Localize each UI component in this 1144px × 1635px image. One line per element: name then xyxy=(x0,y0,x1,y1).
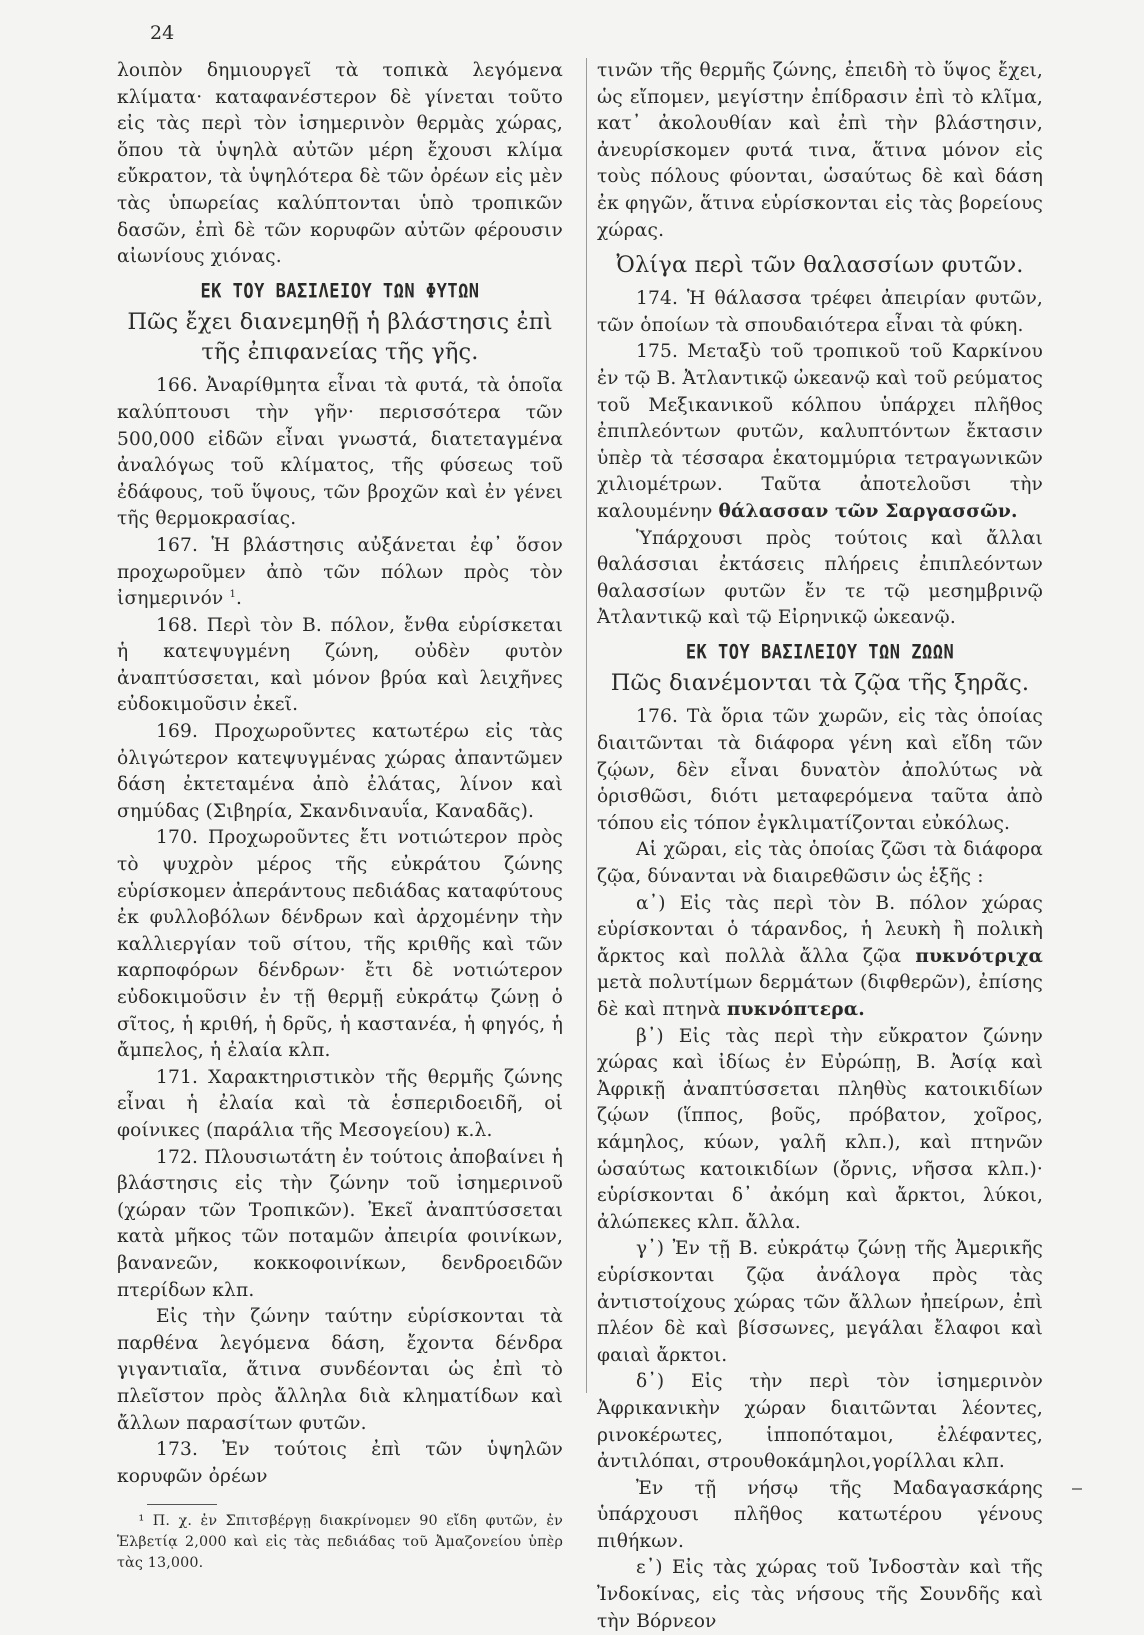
bold-term-thick-haired: πυκνότριχα xyxy=(915,945,1043,967)
paragraph-172: 172. Πλουσιωτάτη ἐν τούτοις ἀποβαίνει ἡ βλάστησις εἰς τὴν ζώνην τοῦ ἰσημερινοῦ (χώραν τῶν Τροπικῶν). Ἐκεῖ ἀναπτύσσεται κατὰ μῆκος τῶν ποταμῶν ἀπειρία φοινίκων, βανανεῶν, κοκκοφοινίκων, δενδροειδῶν πτερίδων κλπ. xyxy=(117,1146,563,1301)
right-column xyxy=(597,58,1043,1635)
section-heading-animals: ΕΚ ΤΟΥ ΒΑΣΙΛΕΙΟΥ ΤΩΝ ΖΩΩΝ xyxy=(685,641,955,665)
paragraph-alpha xyxy=(597,891,1043,1024)
paragraph-167: 167. Ἡ βλάστησις αὐξάνεται ἐφ᾿ ὅσον προχωροῦμεν ἀπὸ τῶν πόλων πρὸς τὸν ἰσημερινόν $^1$. xyxy=(117,534,563,610)
footnote: ¹ Π. χ. ἐν Σπιτσβέργῃ διακρίνομεν 90 εἴδη φυτῶν, ἐν Ἑλβετίᾳ 2,000 καὶ εἰς τὰς πεδιάδας τοῦ Ἀμαζονείου ὑπὲρ τὰς 13,000. xyxy=(117,1513,563,1572)
paragraph-167-text: 167. Ἡ βλάστησις αὐξάνεται ἐφ᾿ ὅσον προχωροῦμεν ἀπὸ τῶν πόλων πρὸς τὸν ἰσημερινόν xyxy=(117,534,563,610)
alpha-text-2: μετὰ πολυτίμων δερμάτων (διφθερῶν), ἐπίσης δὲ καὶ πτηνὰ xyxy=(597,972,1043,1020)
paragraph-175-text: 175. Μεταξὺ τοῦ τροπικοῦ τοῦ Καρκίνου ἐν τῷ Β. Ἀτλαντικῷ ὠκεανῷ καὶ τοῦ ρεύματος τοῦ Μεξικανικοῦ κόλπου ὑπάρχει πλῆθος ἐπιπλεόντων φυτῶν, καλυπτόντων ἔκτασιν ὑπὲρ τὰ τέσσαρα ἑκατομμύρια τετραγωνικῶν χιλιομέτρων. Ταῦτα ἀποτελοῦσι τὴν καλουμένην xyxy=(597,341,1043,522)
intro-paragraph: λοιπὸν δημιουργεῖ τὰ τοπικὰ λεγόμενα κλίματα· καταφανέστερον δὲ γίνεται τοῦτο εἰς τὰς περὶ τὸν ἰσημερινὸν θερμὰς χώρας, ὅπου τὰ ὑψηλὰ αὐτῶν μέρη ἔχουσι κλίμα εὔκρατον, τὰ ὑψηλότερα δὲ τῶν ὀρέων εἰς μὲν τὰς ὑπωρείας καλύπτονται ὑπὸ τροπικῶν δασῶν, ἐπὶ δὲ τῶν κορυφῶν αὐτῶν φέρουσιν αἰωνίους χιόνας. xyxy=(117,60,563,268)
footnote-ref: 1 xyxy=(229,588,236,600)
paragraph-gamma: γ᾿) Ἐν τῇ Β. εὐκράτῳ ζώνῃ τῆς Ἀμερικῆς εὑρίσκονται ζῷα ἀνάλογα πρὸς τὰς ἀντιστοίχους χώρας τῶν ἄλλων ἠπείρων, ἐπὶ πλέον δὲ καὶ βίσσωνες, μεγάλαι ἔλαφοι καὶ φαιαὶ ἄρκτοι. xyxy=(597,1238,1043,1366)
subheading-marine-plants: Ὀλίγα περὶ τῶν θαλασσίων φυτῶν. xyxy=(616,252,1024,279)
paragraph-169: 169. Προχωροῦντες κατωτέρω εἰς τὰς ὀλιγώτερον κατεψυγμένας χώρας ἀπαντῶμεν δάση ἐκτεταμένα ἀπὸ ἐλάτας, λίνον καὶ σημύδας (Σιβηρία, Σκανδιναυΐα, Καναδᾶς). xyxy=(117,721,563,822)
paragraph-176b: Αἱ χῶραι, εἰς τὰς ὁποίας ζῶσι τὰ διάφορα ζῷα, δύνανται νὰ διαιρεθῶσιν ὡς ἑξῆς : xyxy=(597,839,1043,888)
paragraph-delta: δ᾿) Εἰς τὴν περὶ τὸν ἰσημερινὸν Ἀφρικανικὴν χώραν διαιτῶνται λέοντες, ρινοκέρωτες, ἱπποπόταμοι, ἐλέφαντες, ἀντιλόπαι, στρουθοκάμηλοι,γορίλλαι κλπ. xyxy=(597,1371,1043,1473)
subheading-vegetation: Πῶς ἔχει διανεμηθῇ ἡ βλάστησις ἐπὶ τῆς ἐπιφανείας τῆς γῆς. xyxy=(127,309,553,366)
subheading-land-animals: Πῶς διανέμονται τὰ ζῷα τῆς ξηρᾶς. xyxy=(610,670,1030,697)
paragraph-171: 171. Χαρακτηριστικὸν τῆς θερμῆς ζώνης εἶναι ἡ ἐλαία καὶ τὰ ἑσπεριδοειδῆ, οἱ φοίνικες (παράλια τῆς Μεσογείου) κ.λ. xyxy=(117,1066,563,1141)
page-number: 24 xyxy=(150,22,175,44)
paragraph-174: 174. Ἡ θάλασσα τρέφει ἀπειρίαν φυτῶν, τῶν ὁποίων τὰ σπουδαιότερα εἶναι τὰ φύκη. xyxy=(597,288,1043,336)
section-heading-plants: ΕΚ ΤΟΥ ΒΑΣΙΛΕΙΟΥ ΤΩΝ ΦΥΤΩΝ xyxy=(200,280,480,304)
paragraph-166: 166. Ἀναρίθμητα εἶναι τὰ φυτά, τὰ ὁποῖα καλύπτουσι τὴν γῆν· περισσότερα τῶν 500,000 εἰδῶν εἶναι γνωστά, διατεταγμένα ἀναλόγως τοῦ κλίματος, τῆς φύσεως τοῦ ἐδάφους, τοῦ ὕψους, τῶν βροχῶν καὶ ἐν γένει τῆς θερμοκρασίας. xyxy=(117,375,563,530)
paragraph-170: 170. Προχωροῦντες ἔτι νοτιώτερον πρὸς τὸ ψυχρὸν μέρος τῆς εὐκράτου ζώνης εὑρίσκομεν ἀπεράντους πεδιάδας καταφύτους ἐκ φυλλοβόλων δένδρων καὶ ἀρχομένην τὴν καλλιεργίαν τοῦ σίτου, τῆς κριθῆς καὶ τῶν καρποφόρων δένδρων· ἔτι δὲ νοτιώτερον εὐδοκιμοῦσιν ἐν τῇ θερμῇ εὐκράτῳ ζώνῃ ὁ σῖτος, ἡ κριθή, ἡ δρῦς, ἡ καστανέα, ἡ φηγός, ἡ ἄμπελος, ἡ ἐλαία κλπ. xyxy=(117,827,563,1062)
paragraph-173: 173. Ἐν τούτοις ἐπὶ τῶν ὑψηλῶν κορυφῶν ὀρέων xyxy=(117,1439,563,1487)
left-column xyxy=(117,58,563,1574)
paragraph-168: 168. Περὶ τὸν Β. πόλον, ἔνθα εὑρίσκεται ἡ κατεψυγμένη ζώνη, οὐδὲν φυτὸν ἀναπτύσσεται, καὶ μόνον βρύα καὶ λειχῆνες εὐδοκιμοῦσιν ἐκεῖ. xyxy=(117,614,563,716)
alpha-text-1: α᾿) Εἰς τὰς περὶ τὸν Β. πόλον χώρας εὑρίσκονται ὁ τάρανδος, ἡ λευκὴ ἢ πολικὴ ἄρκτος καὶ πολλὰ ἄλλα ζῷα xyxy=(597,892,1043,967)
paragraph-beta: β᾿) Εἰς τὰς περὶ τὴν εὔκρατον ζώνην χώρας καὶ ἰδίως ἐν Εὐρώπῃ, Β. Ἀσίᾳ καὶ Ἀφρικῇ ἀναπτύσσεται πληθὺς κατοικιδίων ζῴων (ἵππος, βοῦς, πρόβατον, χοῖρος, κάμηλος, κύων, γαλῆ κλπ.), καὶ πτηνῶν ὡσαύτως κατοικιδίων (ὄρνις, νῆσσα κλπ.)· εὑρίσκονται δ᾿ ἀκόμη καὶ ἄρκτοι, λύκοι, ἀλώπεκες κλπ. ἄλλα. xyxy=(597,1025,1043,1233)
paragraph-delta-2: Ἐν τῇ νήσῳ τῆς Μαδαγασκάρης ὑπάρχουσι πλῆθος κατωτέρου γένους πιθήκων. xyxy=(597,1477,1043,1552)
continuation-paragraph: τινῶν τῆς θερμῆς ζώνης, ἐπειδὴ τὸ ὕψος ἔχει, ὡς εἴπομεν, μεγίστην ἐπίδρασιν ἐπὶ τὸ κλῖμα, κατ᾿ ἀκολουθίαν καὶ ἐπὶ τὴν βλάστησιν, ἀνευρίσκομεν φυτά τινα, ἅτινα μόνον εἰς τοὺς πόλους φύονται, ὡσαύτως δὲ καὶ δάση ἐκ φηγῶν, ἅτινα εὑρίσκονται εἰς τὰς βορείους χώρας. xyxy=(597,60,1043,241)
paragraph-epsilon: ε᾿) Εἰς τὰς χώρας τοῦ Ἰνδοστὰν καὶ τῆς Ἰνδοκίνας, εἰς τὰς νήσους τῆς Σουνδῆς καὶ τὴν Βόρνεον xyxy=(597,1557,1043,1632)
paragraph-172b: Εἰς τὴν ζώνην ταύτην εὑρίσκονται τὰ παρθένα λεγόμενα δάση, ἔχοντα δένδρα γιγαντιαῖα, ἅτινα συνδέονται ὡς ἐπὶ τὸ πλεῖστον πρὸς ἄλληλα διὰ κληματίδων καὶ ἄλλων παρασίτων φυτῶν. xyxy=(117,1306,563,1434)
bold-term-thick-feathered: πυκνόπτερα. xyxy=(726,999,865,1020)
footnote-divider xyxy=(147,1504,217,1505)
sargasso-sea-term: θάλασσαν τῶν Σαργασσῶν. xyxy=(718,500,1018,522)
paragraph-175 xyxy=(597,339,1043,525)
scan-mark xyxy=(1072,1488,1082,1490)
column-divider xyxy=(586,58,587,1393)
paragraph-175b: Ὑπάρχουσι πρὸς τούτοις καὶ ἄλλαι θαλάσσιαι ἐκτάσεις πλήρεις ἐπιπλεόντων θαλασσίων φυτῶν ἔν τε τῷ μεσημβρινῷ Ἀτλαντικῷ καὶ τῷ Εἰρηνικῷ ὠκεανῷ. xyxy=(597,527,1043,629)
paragraph-176: 176. Τὰ ὅρια τῶν χωρῶν, εἰς τὰς ὁποίας διαιτῶνται τὰ διάφορα γένη καὶ εἴδη τῶν ζῴων, δὲν εἶναι δυνατὸν ἀπολύτως νὰ ὁρισθῶσι, διότι μεταφερόμενα ταῦτα ἀπὸ τόπου εἰς τόπον ἐγκλιματίζονται εὐκόλως. xyxy=(597,706,1043,834)
